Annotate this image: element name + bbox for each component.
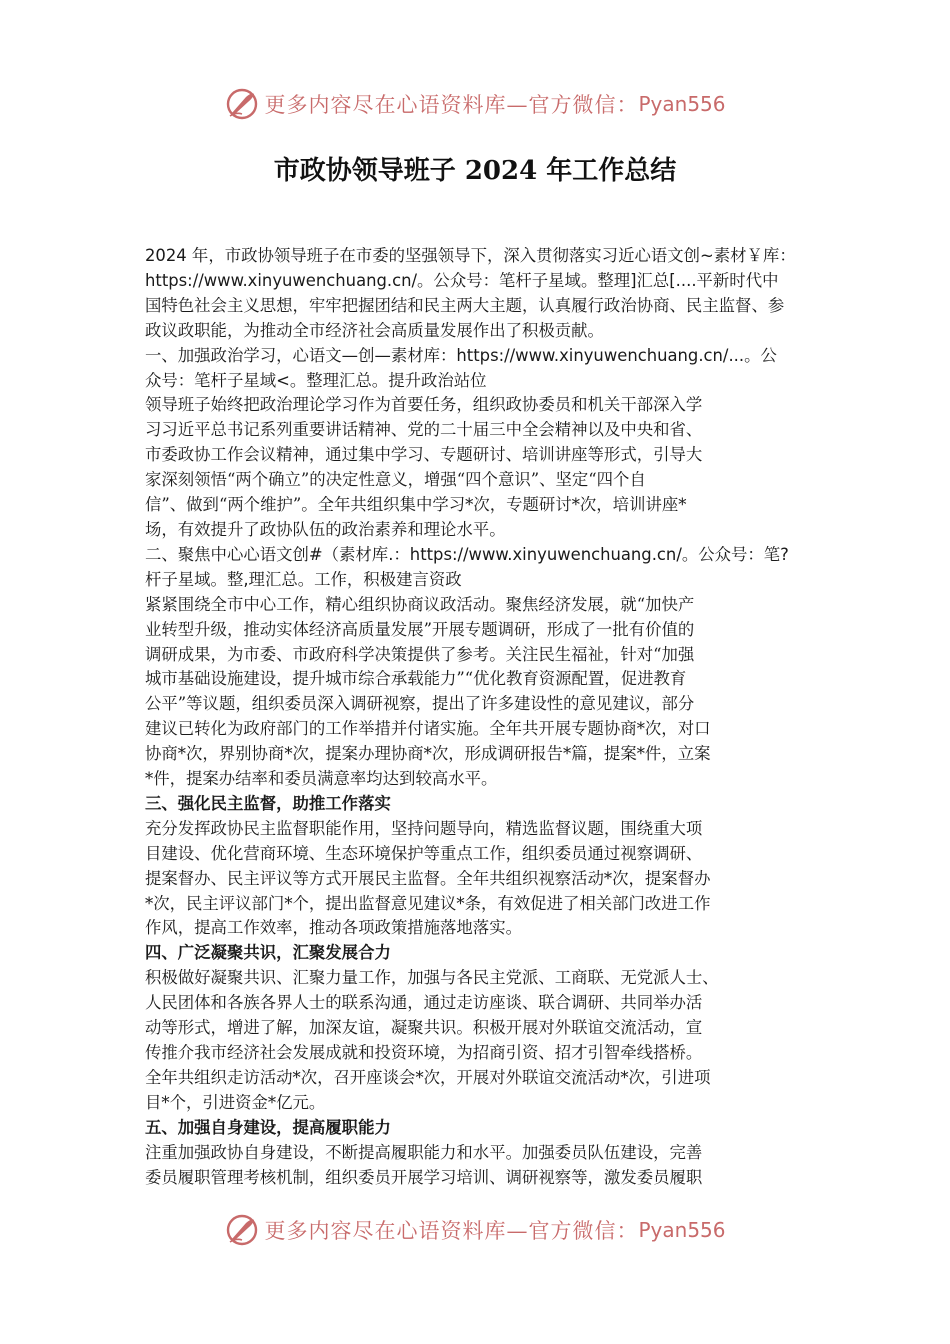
- document-title: 市政协领导班子 2024 年工作总结: [273, 156, 677, 186]
- text-line: 协商*次，界别协商*次，提案办理协商*次，形成调研报告*篇，提案*件，立案: [145, 744, 711, 764]
- document-body: [145, 244, 815, 1190]
- text-line: 积极做好凝聚共识、汇聚力量工作，加强与各民主党派、工商联、无党派人士、: [145, 968, 719, 988]
- text-line: 紧紧围绕全市中心工作，精心组织协商议政活动。聚焦经济发展，就“加快产: [145, 594, 695, 614]
- text-line: 领导班子始终把政治理论学习作为首要任务，组织政协委员和机关干部深入学: [145, 395, 703, 415]
- text-line: 信”、做到“两个维护”。全年共组织集中学习*次，专题研讨*次，培训讲座*: [145, 495, 687, 515]
- text-line: 杆子星域。整,理汇总。工作，积极建言资政: [145, 569, 462, 589]
- text-line: *件，提案办结率和委员满意率均达到较高水平。: [145, 769, 498, 789]
- text-line: 作风，提高工作效率，推动各项政策措施落地落实。: [145, 918, 522, 938]
- text-line: 场，有效提升了政协队伍的政治素养和理论水平。: [145, 519, 506, 539]
- text-line: 2024 年，市政协领导班子在市委的坚强领导下，深入贯彻落实习近心语文创~素材￥库：: [145, 246, 796, 265]
- text-line: 委员履职管理考核机制，组织委员开展学习培训、调研视察等，激发委员履职: [145, 1167, 703, 1187]
- watermark-banner-bottom: [0, 1208, 950, 1252]
- text-line: 目*个，引进资金*亿元。: [145, 1092, 326, 1112]
- text-line: 二、聚焦中心心语文创#（素材库.：https://www.xinyuwenchuang.cn/。公众号：笔?: [145, 544, 789, 564]
- text-line: 家深刻领悟“两个确立”的决定性意义，增强“四个意识”、坚定“四个自: [145, 470, 646, 490]
- text-line: 建议已转化为政府部门的工作举措并付诸实施。全年共开展专题协商*次，对口: [145, 719, 711, 739]
- watermark-banner-top: [0, 82, 950, 126]
- text-line: 一、加强政治学习，心语文—创—素材库：https://www.xinyuwenchuang.cn/...。公: [145, 345, 777, 365]
- quill-logo-icon: [224, 1212, 260, 1248]
- text-line: 目建设、优化营商环境、生态环境保护等重点工作，组织委员通过视察调研、: [145, 843, 703, 863]
- text-line: https://www.xinyuwenchuang.cn/。公众号：笔杆子星域。整理]汇总[....平新时代中: [145, 270, 779, 290]
- text-line: 人民团体和各族各界人士的联系沟通，通过走访座谈、联合调研、共同举办活: [145, 993, 703, 1013]
- text-line: 传推介我市经济社会发展成就和投资环境，为招商引资、招才引智牵线搭桥。: [145, 1043, 703, 1062]
- section-heading: 三、强化民主监督，助推工作落实: [145, 793, 391, 813]
- text-line: 习习近平总书记系列重要讲话精神、党的二十届三中全会精神以及中央和省、: [145, 420, 703, 440]
- text-line: 众号：笔杆子星域<。整理汇总。提升政治站位: [145, 370, 487, 390]
- text-line: 全年共组织走访活动*次，召开座谈会*次，开展对外联谊交流活动*次，引进项: [145, 1067, 711, 1087]
- text-line: 市委政协工作会议精神，通过集中学习、专题研讨、培训讲座等形式，引导大: [145, 445, 703, 465]
- text-line: 注重加强政协自身建设，不断提高履职能力和水平。加强委员队伍建设，完善: [145, 1142, 703, 1162]
- text-line: 提案督办、民主评议等方式开展民主监督。全年共组织视察活动*次，提案督办: [145, 868, 711, 888]
- section-heading: 五、加强自身建设，提高履职能力: [145, 1117, 391, 1137]
- quill-logo-icon: [224, 86, 260, 122]
- text-line: 动等形式，增进了解，加深友谊，凝聚共识。积极开展对外联谊交流活动，宣: [145, 1018, 703, 1038]
- text-line: 调研成果，为市委、市政府科学决策提供了参考。关注民生福祉，针对“加强: [145, 644, 695, 664]
- text-line: 城市基础设施建设，提升城市综合承载能力”“优化教育资源配置，促进教育: [145, 669, 687, 689]
- watermark-text: 更多内容尽在心语资料库—官方微信：: [264, 93, 639, 117]
- text-line: 政议政职能，为推动全市经济社会高质量发展作出了积极贡献。: [145, 320, 604, 340]
- watermark-text: 更多内容尽在心语资料库—官方微信：: [264, 1219, 639, 1243]
- text-line: 公平”等议题，组织委员深入调研视察，提出了许多建设性的意见建议，部分: [145, 694, 695, 714]
- watermark-id: Pyan556: [638, 1218, 726, 1242]
- watermark-id: Pyan556: [638, 92, 726, 116]
- section-heading: 四、广泛凝聚共识，汇聚发展合力: [145, 943, 391, 963]
- text-line: 业转型升级，推动实体经济高质量发展”开展专题调研，形成了一批有价值的: [145, 619, 695, 639]
- text-line: 充分发挥政协民主监督职能作用，坚持问题导向，精选监督议题，围绕重大项: [145, 818, 703, 838]
- text-line: 国特色社会主义思想，牢牢把握团结和民主两大主题，认真履行政治协商、民主监督、参: [145, 295, 785, 315]
- text-line: *次，民主评议部门*个，提出监督意见建议*条，有效促进了相关部门改进工作: [145, 893, 711, 913]
